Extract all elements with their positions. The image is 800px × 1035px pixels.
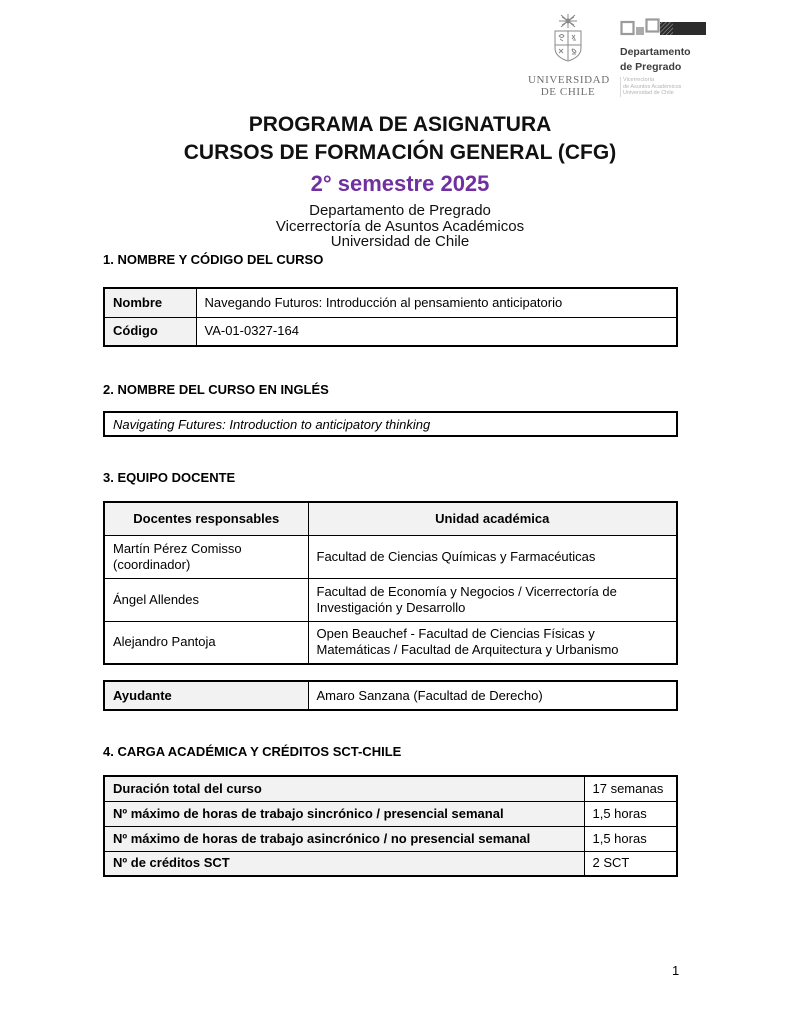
university-name-line1: UNIVERSIDAD bbox=[528, 74, 610, 86]
duration-value: 17 semanas bbox=[584, 776, 677, 801]
table-row bbox=[104, 317, 677, 346]
sync-hours-value: 1,5 horas bbox=[584, 801, 677, 826]
subtitle-universidad: Universidad de Chile bbox=[330, 233, 470, 250]
coat-of-arms-icon bbox=[529, 13, 607, 69]
section2-heading: 2. NOMBRE DEL CURSO EN INGLÉS bbox=[103, 382, 329, 397]
teacher-name: Alejandro Pantoja bbox=[104, 621, 308, 664]
university-name-line2: DE CHILE bbox=[540, 86, 596, 98]
assistant-label: Ayudante bbox=[104, 681, 308, 710]
pregrado-subtext bbox=[620, 77, 715, 97]
teacher-unit: Facultad de Economía y Negocios / Vicerrectoría de Investigación y Desarrollo bbox=[308, 578, 677, 621]
pregrado-sub-line2: de Asuntos Académicos bbox=[623, 83, 682, 90]
duration-label: Duración total del curso bbox=[104, 776, 584, 801]
course-code-value: VA-01-0327-164 bbox=[196, 317, 677, 346]
column-docentes: Docentes responsables bbox=[104, 502, 308, 535]
subtitle-departamento: Departamento de Pregrado bbox=[309, 202, 491, 219]
teaching-team-table bbox=[103, 501, 678, 665]
assistant-value: Amaro Sanzana (Facultad de Derecho) bbox=[308, 681, 677, 710]
teacher-unit: Facultad de Ciencias Químicas y Farmacéuticas bbox=[308, 535, 677, 578]
document-body bbox=[103, 250, 678, 877]
section3-heading: 3. EQUIPO DOCENTE bbox=[103, 470, 236, 485]
pregrado-squares-icon bbox=[620, 17, 708, 39]
table-row bbox=[104, 535, 677, 578]
subtitle-vicerrectoria: Vicerrectoría de Asuntos Académicos bbox=[275, 217, 525, 235]
async-hours-label: Nº máximo de horas de trabajo asincrónico / no presencial semanal bbox=[104, 826, 584, 851]
course-name-label: Nombre bbox=[104, 288, 196, 317]
document-title-line1: PROGRAMA DE ASIGNATURA bbox=[248, 113, 552, 136]
table-header-row bbox=[104, 502, 677, 535]
teacher-name: Ángel Allendes bbox=[104, 578, 308, 621]
sct-credits-value: 2 SCT bbox=[584, 851, 677, 876]
pregrado-title-line1: Departamento bbox=[620, 46, 691, 58]
document-title-line2: CURSOS DE FORMACIÓN GENERAL (CFG) bbox=[183, 141, 617, 164]
table-row bbox=[104, 681, 677, 710]
table-row bbox=[104, 578, 677, 621]
async-hours-value: 1,5 horas bbox=[584, 826, 677, 851]
section4-heading: 4. CARGA ACADÉMICA Y CRÉDITOS SCT-CHILE bbox=[103, 744, 402, 759]
section1-heading: 1. NOMBRE Y CÓDIGO DEL CURSO bbox=[103, 252, 324, 267]
table-row bbox=[104, 826, 677, 851]
table-row bbox=[104, 621, 677, 664]
english-name-box: Navigating Futures: Introduction to anticipatory thinking bbox=[103, 411, 678, 437]
table-row bbox=[104, 776, 677, 801]
universidad-de-chile-logo bbox=[528, 13, 608, 98]
header-logos bbox=[528, 13, 715, 98]
semester-label: 2° semestre 2025 bbox=[310, 171, 490, 196]
course-code-label: Código bbox=[104, 317, 196, 346]
teacher-unit: Open Beauchef - Facultad de Ciencias Físicas y Matemáticas / Facultad de Arquitectura y Urbanismo bbox=[308, 621, 677, 664]
assistant-table bbox=[103, 680, 678, 711]
pregrado-sub-line3: Universidad de Chile bbox=[623, 90, 674, 96]
teacher-name: Martín Pérez Comisso (coordinador) bbox=[104, 535, 308, 578]
pregrado-title-line2: de Pregrado bbox=[620, 60, 682, 73]
course-name-code-table bbox=[103, 287, 678, 347]
table-row bbox=[104, 851, 677, 876]
departamento-pregrado-logo bbox=[620, 13, 715, 97]
column-unidad: Unidad académica bbox=[308, 502, 677, 535]
table-row bbox=[104, 801, 677, 826]
page-number: 1 bbox=[672, 963, 680, 978]
sync-hours-label: Nº máximo de horas de trabajo sincrónico / presencial semanal bbox=[104, 801, 584, 826]
table-row bbox=[104, 288, 677, 317]
academic-load-table bbox=[103, 775, 678, 877]
title-block bbox=[0, 111, 800, 250]
pregrado-sub-line1: Vicerrectoría bbox=[623, 77, 655, 83]
sct-credits-label: Nº de créditos SCT bbox=[104, 851, 584, 876]
course-name-value: Navegando Futuros: Introducción al pensamiento anticipatorio bbox=[196, 288, 677, 317]
